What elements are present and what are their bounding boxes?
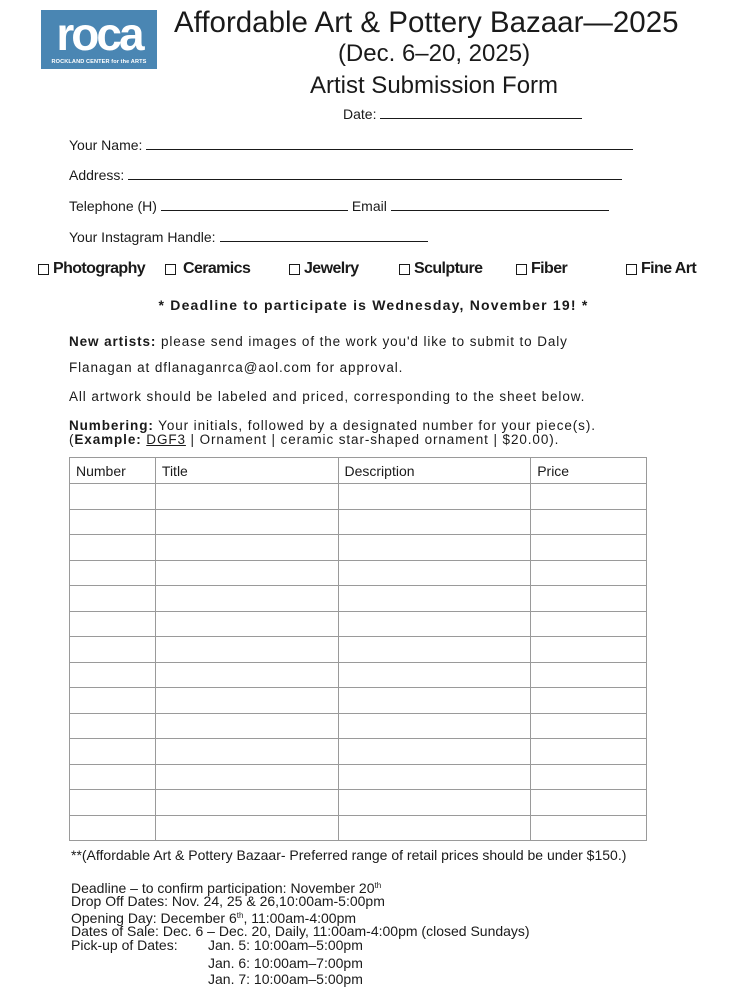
category-fiber[interactable]: [516, 260, 567, 278]
event-dates: (Dec. 6–20, 2025): [337, 40, 531, 67]
form-title: Artist Submission Form: [309, 72, 559, 99]
pickup-time-1: Jan. 5: 10:00am–5:00pm: [208, 937, 363, 953]
cell-title[interactable]: [155, 713, 338, 739]
logo-subtitle: ROCKLAND CENTER for the ARTS: [51, 59, 147, 65]
column-header-number: Number: [70, 458, 156, 484]
cell-price[interactable]: [531, 509, 647, 535]
cell-number[interactable]: [70, 484, 156, 510]
date-input-line[interactable]: [380, 118, 582, 119]
cell-description[interactable]: [338, 688, 531, 714]
cell-number[interactable]: [70, 662, 156, 688]
name-field: [69, 137, 633, 153]
cell-number[interactable]: [70, 611, 156, 637]
cell-price[interactable]: [531, 815, 647, 841]
name-label: Your Name:: [69, 137, 143, 153]
page-title: Affordable Art & Pottery Bazaar—2025: [174, 6, 679, 39]
checkbox-icon[interactable]: [626, 264, 637, 275]
table-body: [70, 484, 647, 841]
instagram-field: [69, 229, 428, 245]
table-row: [70, 611, 647, 637]
deadline-notice: * Deadline to participate is Wednesday, November 19! *: [158, 297, 589, 313]
labeling-instruction: All artwork should be labeled and priced, corresponding to the sheet below.: [69, 389, 586, 404]
new-artists-text: please send images of the work you'd like to submit to Daly: [156, 334, 568, 349]
pickup-time-2: Jan. 6: 10:00am–7:00pm: [208, 955, 363, 971]
table-row: [70, 535, 647, 561]
table-header-row: [70, 458, 647, 484]
telephone-label: Telephone (H): [69, 198, 157, 214]
category-sculpture[interactable]: [399, 260, 482, 278]
table-row: [70, 662, 647, 688]
cell-description[interactable]: [338, 764, 531, 790]
telephone-input-line[interactable]: [161, 210, 348, 211]
pickup-label: Pick-up of Dates:: [71, 937, 178, 953]
cell-title[interactable]: [155, 815, 338, 841]
category-label: Fiber: [531, 260, 568, 277]
table-row: [70, 713, 647, 739]
telephone-email-row: [69, 198, 609, 214]
cell-number[interactable]: [70, 764, 156, 790]
cell-description[interactable]: [338, 637, 531, 663]
cell-number[interactable]: [70, 637, 156, 663]
checkbox-icon[interactable]: [399, 264, 410, 275]
name-input-line[interactable]: [146, 149, 633, 150]
cell-title[interactable]: [155, 611, 338, 637]
numbering-label: Numbering:: [69, 418, 154, 433]
cell-description[interactable]: [338, 815, 531, 841]
table-row: [70, 509, 647, 535]
cell-number[interactable]: [70, 509, 156, 535]
table-row: [70, 815, 647, 841]
date-field: [343, 106, 582, 122]
cell-description[interactable]: [338, 560, 531, 586]
cell-price[interactable]: [531, 484, 647, 510]
cell-title[interactable]: [155, 662, 338, 688]
table-row: [70, 560, 647, 586]
numbering-text: Your initials, followed by a designated number for your piece(s).: [153, 418, 596, 433]
new-artists-line-1: [69, 334, 568, 349]
cell-title[interactable]: [155, 637, 338, 663]
example-rest: | Ornament | ceramic star-shaped ornament | $20.00).: [185, 432, 560, 447]
email-label: Email: [351, 198, 387, 214]
cell-description[interactable]: [338, 662, 531, 688]
numbering-example: [69, 432, 559, 447]
cell-number[interactable]: [70, 586, 156, 612]
cell-title[interactable]: [155, 739, 338, 765]
column-header-price: Price: [531, 458, 647, 484]
category-fine-art[interactable]: [626, 260, 696, 278]
example-open: (: [69, 432, 75, 447]
category-label: Photography: [53, 260, 146, 277]
cell-price[interactable]: [531, 662, 647, 688]
example-label: Example:: [74, 432, 142, 447]
instagram-input-line[interactable]: [220, 241, 428, 242]
submission-table: [69, 457, 647, 841]
cell-price[interactable]: [531, 637, 647, 663]
cell-description[interactable]: [338, 713, 531, 739]
address-input-line[interactable]: [128, 179, 622, 180]
instagram-label: Your Instagram Handle:: [69, 229, 216, 245]
checkbox-icon[interactable]: [165, 264, 176, 275]
cell-price[interactable]: [531, 611, 647, 637]
cell-title[interactable]: [155, 560, 338, 586]
cell-description[interactable]: [338, 586, 531, 612]
column-header-title: Title: [155, 458, 338, 484]
cell-price[interactable]: [531, 713, 647, 739]
email-input-line[interactable]: [391, 210, 609, 211]
cell-description[interactable]: [338, 535, 531, 561]
dropoff-dates: Drop Off Dates: Nov. 24, 25 & 26,10:00am-5:00pm: [71, 893, 385, 909]
cell-description[interactable]: [338, 790, 531, 816]
category-label: Ceramics: [183, 260, 251, 277]
table-row: [70, 484, 647, 510]
confirm-deadline-sup: th: [374, 881, 382, 890]
cell-price[interactable]: [531, 560, 647, 586]
logo-wordmark: roca: [56, 8, 142, 60]
cell-number[interactable]: [70, 688, 156, 714]
category-label: Jewelry: [304, 260, 359, 277]
cell-title[interactable]: [155, 688, 338, 714]
cell-number[interactable]: [70, 815, 156, 841]
category-label: Sculpture: [414, 260, 483, 277]
cell-description[interactable]: [338, 509, 531, 535]
table-row: [70, 637, 647, 663]
cell-price[interactable]: [531, 739, 647, 765]
cell-number[interactable]: [70, 535, 156, 561]
numbering-instruction: [69, 418, 596, 433]
cell-description[interactable]: [338, 611, 531, 637]
checkbox-icon[interactable]: [289, 264, 300, 275]
pickup-time-3: Jan. 7: 10:00am–5:00pm: [208, 971, 363, 987]
cell-number[interactable]: [70, 739, 156, 765]
new-artists-line-2: Flanagan at dflanaganrca@aol.com for approval.: [69, 360, 404, 375]
cell-description[interactable]: [338, 739, 531, 765]
opening-day-sup: th: [236, 911, 244, 920]
address-label: Address:: [69, 167, 125, 183]
checkbox-icon[interactable]: [516, 264, 527, 275]
cell-price[interactable]: [531, 790, 647, 816]
cell-price[interactable]: [531, 535, 647, 561]
category-photography[interactable]: [38, 260, 145, 278]
table-row: [70, 790, 647, 816]
new-artists-label: New artists:: [69, 334, 157, 349]
table-row: [70, 586, 647, 612]
cell-price[interactable]: [531, 586, 647, 612]
table-row: [70, 688, 647, 714]
date-label: Date:: [343, 106, 377, 122]
cell-price[interactable]: [531, 688, 647, 714]
cell-title[interactable]: [155, 790, 338, 816]
category-label: Fine Art: [641, 260, 697, 277]
category-jewelry[interactable]: [289, 260, 359, 278]
cell-number[interactable]: [70, 560, 156, 586]
checkbox-icon[interactable]: [38, 264, 49, 275]
cell-title[interactable]: [155, 535, 338, 561]
category-ceramics[interactable]: [165, 260, 250, 278]
cell-title[interactable]: [155, 764, 338, 790]
table-row: [70, 739, 647, 765]
cell-price[interactable]: [531, 764, 647, 790]
table-row: [70, 764, 647, 790]
address-field: [69, 167, 622, 183]
cell-number[interactable]: [70, 713, 156, 739]
dates-of-sale: Dates of Sale: Dec. 6 – Dec. 20, Daily, 11:00am-4:00pm (closed Sundays): [71, 923, 530, 939]
example-code: DGF3: [146, 432, 186, 447]
opening-day-time: , 11:00am-4:00pm: [243, 910, 357, 926]
cell-description[interactable]: [338, 484, 531, 510]
cell-title[interactable]: [155, 484, 338, 510]
column-header-description: Description: [338, 458, 531, 484]
price-note: **(Affordable Art & Pottery Bazaar- Preferred range of retail prices should be under $150.): [71, 847, 627, 863]
opening-day-text: Opening Day: December 6: [71, 910, 237, 926]
confirm-deadline-text: Deadline – to confirm participation: November 20: [71, 880, 375, 896]
cell-title[interactable]: [155, 586, 338, 612]
cell-title[interactable]: [155, 509, 338, 535]
cell-number[interactable]: [70, 790, 156, 816]
